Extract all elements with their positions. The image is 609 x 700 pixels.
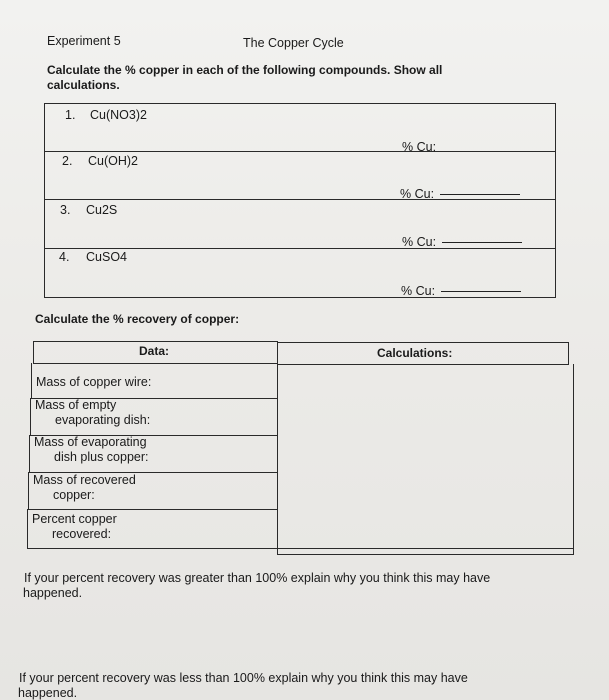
answer-blank[interactable] <box>440 194 520 195</box>
compound-2-formula: Cu(OH)2 <box>88 154 139 168</box>
compound-4-result-label: % Cu: <box>401 284 436 298</box>
data-row-2-line1: Mass of empty <box>35 398 117 412</box>
compound-3-formula: Cu2S <box>86 203 118 217</box>
table-border-top <box>44 103 555 104</box>
row-divider <box>44 151 555 152</box>
data-row-2-label <box>35 398 150 428</box>
instructions-line-1: Calculate the % copper in each of the following compounds. Show all <box>47 63 443 77</box>
data-row-3[interactable] <box>29 435 278 473</box>
calc-header-cell <box>277 342 569 365</box>
compound-1-number: 1. <box>65 108 76 122</box>
question-less-line-1: If your percent recovery was less than 100% explain why you think this may have <box>19 671 468 685</box>
data-row-5-label <box>32 512 117 542</box>
question-less-line-2: happened. <box>18 686 78 700</box>
compound-1-result <box>402 140 436 154</box>
compound-1-result-label: % Cu: <box>402 140 437 154</box>
table-border-right <box>555 103 556 298</box>
compound-2-result <box>400 187 520 201</box>
compound-2-number: 2. <box>62 154 73 168</box>
data-row-4-label <box>33 473 136 503</box>
compound-1-formula: Cu(NO3)2 <box>90 108 147 122</box>
compound-3-result-label: % Cu: <box>402 235 437 249</box>
data-row-2[interactable] <box>30 398 278 436</box>
data-header: Data: <box>139 344 170 358</box>
data-row-2-line2: evaporating dish: <box>55 413 151 427</box>
calc-header: Calculations: <box>377 346 453 360</box>
recovery-heading: Calculate the % recovery of copper: <box>35 312 240 326</box>
experiment-number: Experiment 5 <box>47 34 121 48</box>
data-row-1[interactable] <box>31 363 278 399</box>
data-row-5-line1: Percent copper <box>32 512 117 526</box>
table-border-left <box>44 103 45 298</box>
question-greater-line-2: happened. <box>23 586 83 600</box>
calc-bottom-line <box>278 548 574 549</box>
data-row-3-line1: Mass of evaporating <box>34 435 147 449</box>
data-row-5-line2: recovered: <box>52 527 112 541</box>
question-greater-line-1: If your percent recovery was greater than 100% explain why you think this may have <box>24 571 491 585</box>
compound-4-formula: CuSO4 <box>86 250 127 264</box>
data-row-4-line1: Mass of recovered <box>33 473 136 487</box>
compound-4-number: 4. <box>59 250 70 264</box>
instructions-line-2: calculations. <box>47 78 120 92</box>
data-header-cell <box>33 341 278 364</box>
answer-blank[interactable] <box>441 291 521 292</box>
data-row-1-label: Mass of copper wire: <box>36 375 152 389</box>
compound-3-result <box>402 235 522 249</box>
data-row-5[interactable] <box>27 509 278 549</box>
data-row-4[interactable] <box>28 472 278 510</box>
data-row-3-line2: dish plus copper: <box>54 450 149 464</box>
answer-blank[interactable] <box>442 242 522 243</box>
calculations-area[interactable] <box>277 364 574 555</box>
page-title: The Copper Cycle <box>243 36 344 50</box>
compound-3-number: 3. <box>60 203 71 217</box>
data-row-4-line2: copper: <box>53 488 95 502</box>
compound-2-result-label: % Cu: <box>400 187 435 201</box>
compound-4-result <box>401 284 521 298</box>
data-row-3-label <box>34 435 149 465</box>
